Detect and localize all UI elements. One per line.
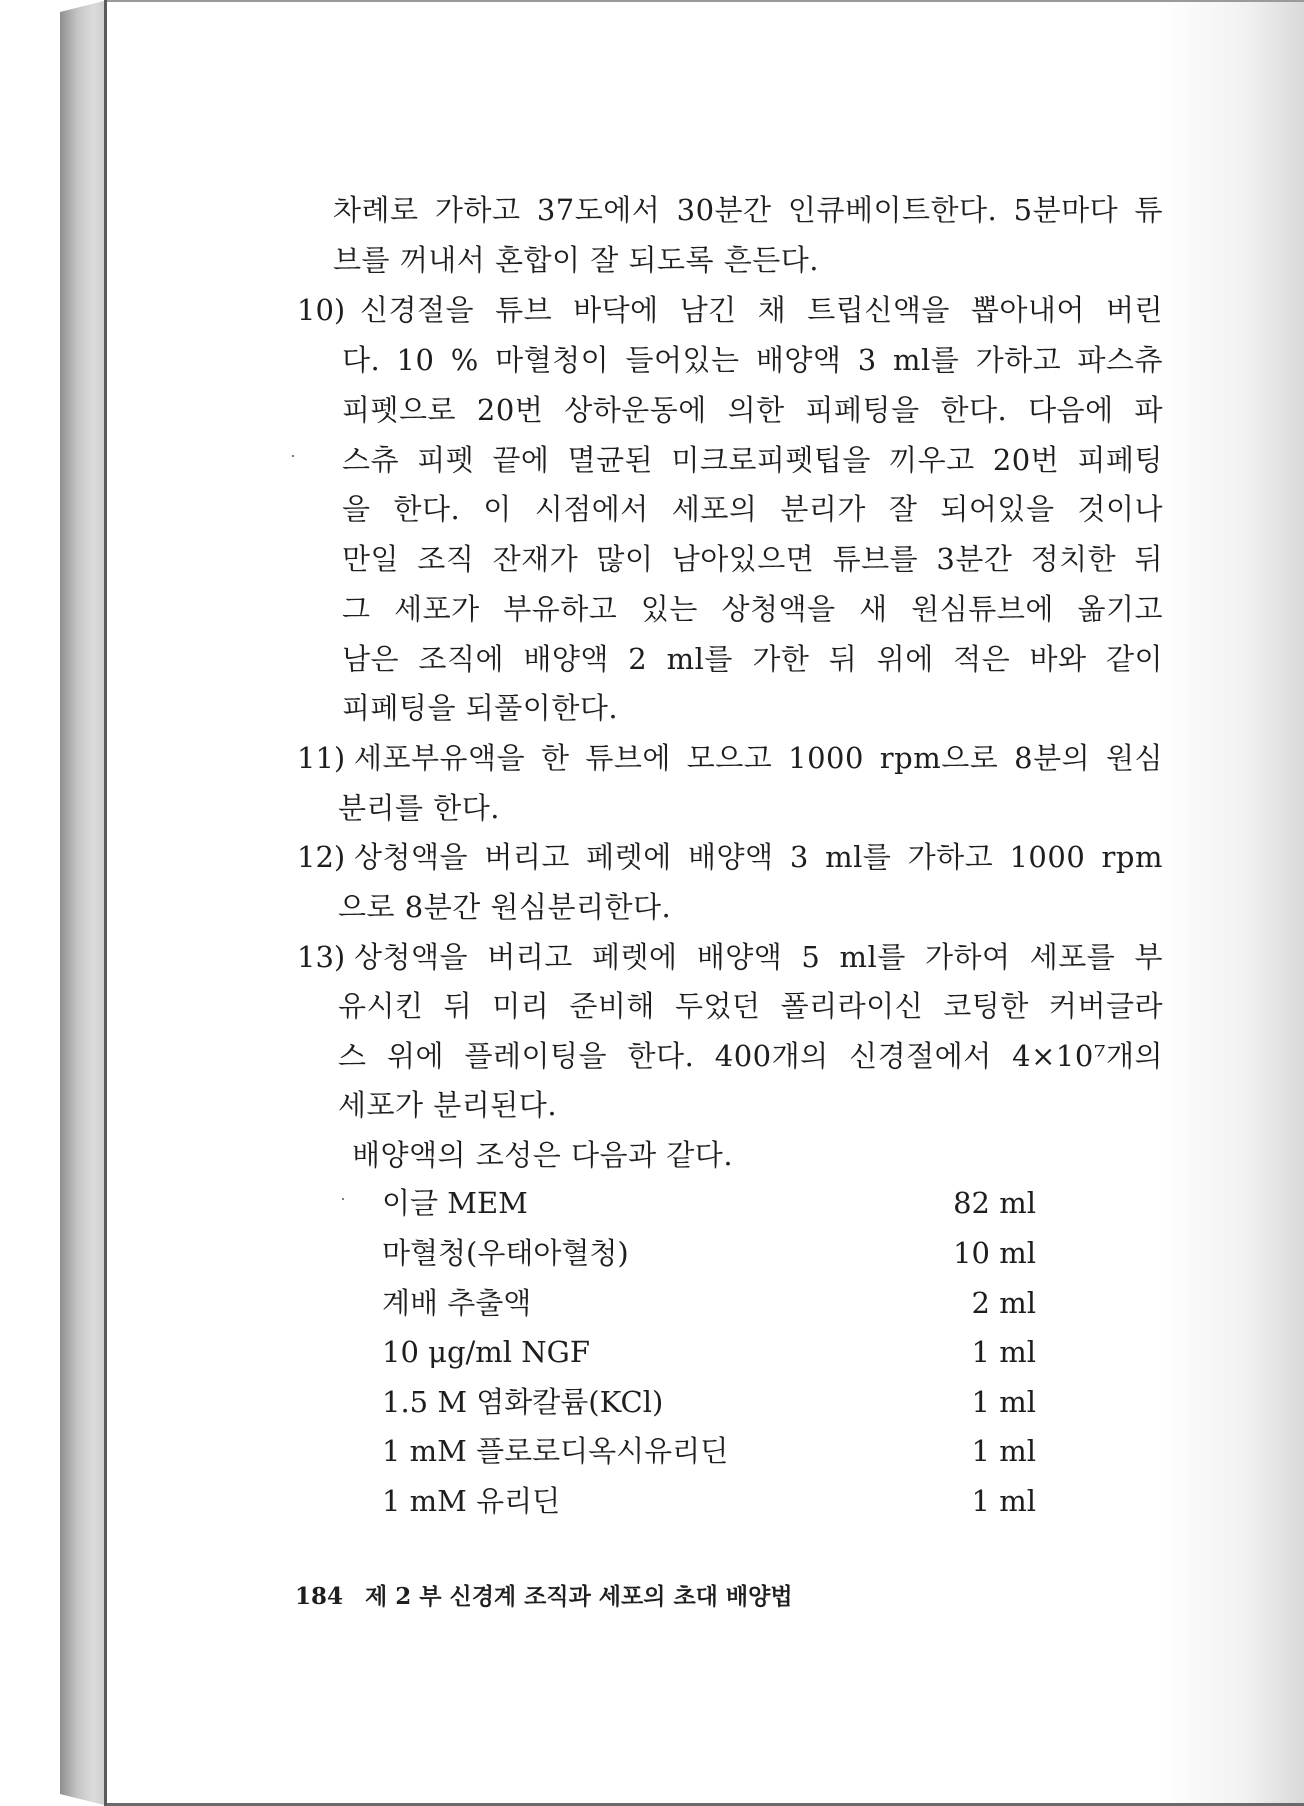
body-line: 분리를 한다.	[338, 791, 501, 825]
composition-name: 마혈청(우태아혈청)	[382, 1236, 629, 1270]
body-line: 상청액을 버리고 페렛에 배양액 3 ml를 가하고 1000 rpm	[354, 840, 1163, 874]
page-number: 184	[295, 1583, 344, 1610]
composition-amount: 1 ml	[971, 1434, 1036, 1468]
body-line: 다. 10 % 마혈청이 들어있는 배양액 3 ml를 가하고 파스츄	[342, 343, 1163, 377]
body-line: 유시킨 뒤 미리 준비해 두었던 폴리라이신 코팅한 커버글라	[338, 989, 1163, 1023]
composition-name: 이글 MEM	[382, 1186, 528, 1220]
composition-amount: 82 ml	[953, 1186, 1036, 1220]
body-line: 스 위에 플레이팅을 한다. 400개의 신경절에서 4×10⁷개의	[338, 1039, 1163, 1073]
composition-name: 계배 추출액	[382, 1286, 532, 1320]
composition-name: 1 mM 플로로디옥시유리딘	[382, 1434, 729, 1468]
body-line: 피펫으로 20번 상하운동에 의한 피페팅을 한다. 다음에 파	[342, 393, 1163, 427]
body-line: 으로 8분간 원심분리한다.	[338, 890, 672, 924]
scan-speck	[342, 1198, 344, 1200]
scan-speck	[292, 455, 294, 457]
step-number: 11)	[297, 741, 346, 775]
page-footer	[295, 1580, 793, 1614]
step-number: 10)	[297, 293, 346, 327]
body-line: 브를 꺼내서 혼합이 잘 되도록 흔든다.	[333, 243, 820, 277]
body-line: 만일 조직 잔재가 많이 남아있으면 튜브를 3분간 정치한 뒤	[342, 542, 1163, 576]
body-line: 신경절을 튜브 바닥에 남긴 채 트립신액을 뽑아내어 버린	[360, 293, 1163, 327]
composition-intro: 배양액의 조성은 다음과 같다.	[352, 1138, 734, 1172]
composition-amount: 10 ml	[953, 1236, 1036, 1270]
body-line: 스츄 피펫 끝에 멸균된 미크로피펫팁을 끼우고 20번 피페팅	[342, 443, 1163, 477]
composition-name: 1.5 M 염화칼륨(KCl)	[382, 1385, 664, 1419]
body-line: 을 한다. 이 시점에서 세포의 분리가 잘 되어있을 것이나	[342, 492, 1163, 526]
body-line: 세포가 분리된다.	[338, 1088, 558, 1122]
body-line: 남은 조직에 배양액 2 ml를 가한 뒤 위에 적은 바와 같이	[342, 642, 1163, 676]
body-line: 피페팅을 되풀이한다.	[342, 691, 619, 725]
composition-amount: 1 ml	[971, 1385, 1036, 1419]
composition-amount: 1 ml	[971, 1335, 1036, 1369]
body-line: 상청액을 버리고 페렛에 배양액 5 ml를 가하여 세포를 부	[354, 940, 1163, 974]
composition-amount: 2 ml	[971, 1286, 1036, 1320]
composition-amount: 1 ml	[971, 1484, 1036, 1518]
composition-name: 10 μg/ml NGF	[382, 1335, 590, 1369]
body-line: 세포부유액을 한 튜브에 모으고 1000 rpm으로 8분의 원심	[354, 741, 1163, 775]
chapter-title: 제 2 부 신경계 조직과 세포의 초대 배양법	[365, 1583, 793, 1610]
step-number: 13)	[297, 940, 346, 974]
step-number: 12)	[297, 840, 346, 874]
body-line: 그 세포가 부유하고 있는 상청액을 새 원심튜브에 옮기고	[342, 592, 1163, 626]
body-line: 차례로 가하고 37도에서 30분간 인큐베이트한다. 5분마다 튜	[333, 193, 1163, 227]
composition-name: 1 mM 유리딘	[382, 1484, 561, 1518]
